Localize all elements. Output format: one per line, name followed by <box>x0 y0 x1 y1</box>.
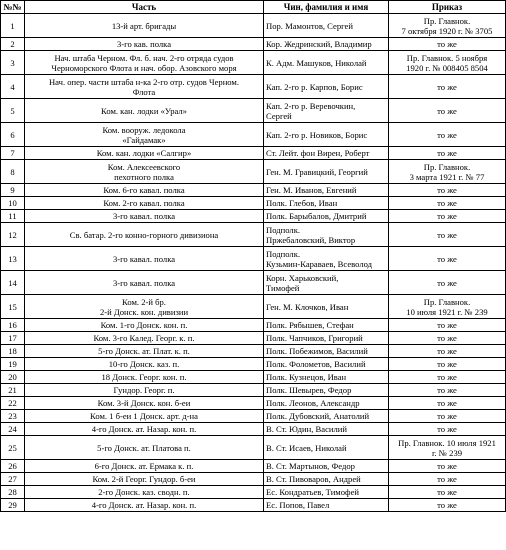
table-row <box>1 332 506 345</box>
table-row <box>1 319 506 332</box>
row-rank-name: Ес. Попов, Павел <box>264 499 389 512</box>
row-rank-name: Корн. Харьковский, Тимофей <box>264 271 389 295</box>
row-unit: Ком. 1-го Донск. кон. п. <box>25 319 264 332</box>
row-number: 15 <box>1 295 25 319</box>
row-order: Пр. Главнок. 10 июля 1921 г. № 239 <box>389 295 506 319</box>
row-rank-name: Кор. Жедринский, Владимир <box>264 38 389 51</box>
row-order: то же <box>389 99 506 123</box>
row-unit: 3-го кав. полка <box>25 38 264 51</box>
row-rank-name: К. Адм. Машуков, Николай <box>264 51 389 75</box>
table-row <box>1 75 506 99</box>
table-row <box>1 410 506 423</box>
row-unit: 2-го Донск. каз. сводн. п. <box>25 486 264 499</box>
row-number: 9 <box>1 184 25 197</box>
row-order: Пр. Главнок. 3 марта 1921 г. № 77 <box>389 160 506 184</box>
row-rank-name: В. Ст. Пивоваров, Андрей <box>264 473 389 486</box>
row-unit: Нач. опер. части штаба н-ка 2-го отр. судов Черном. Флота <box>25 75 264 99</box>
row-order: то же <box>389 332 506 345</box>
row-order: то же <box>389 358 506 371</box>
row-unit: Ком. вооруж. ледокола «Гайдамак» <box>25 123 264 147</box>
row-unit: Ком. 3-го Калед. Георг. к. п. <box>25 332 264 345</box>
row-rank-name: Полк. Побежимов, Василий <box>264 345 389 358</box>
row-order: то же <box>389 75 506 99</box>
row-number: 21 <box>1 384 25 397</box>
row-unit: 6-го Донск. ат. Ермака к. п. <box>25 460 264 473</box>
table-row <box>1 210 506 223</box>
table-row <box>1 271 506 295</box>
row-order: то же <box>389 345 506 358</box>
row-number: 12 <box>1 223 25 247</box>
table-row <box>1 460 506 473</box>
table-row <box>1 99 506 123</box>
row-unit: Ком. 2-й Георг. Гундор. б-еи <box>25 473 264 486</box>
table-row <box>1 223 506 247</box>
table-row <box>1 473 506 486</box>
row-number: 22 <box>1 397 25 410</box>
table-row <box>1 14 506 38</box>
row-number: 4 <box>1 75 25 99</box>
row-number: 10 <box>1 197 25 210</box>
header-row <box>1 1 506 14</box>
row-rank-name: Подполк. Пржебаловский, Виктор <box>264 223 389 247</box>
table-row <box>1 486 506 499</box>
row-rank-name: Полк. Фолометов, Василий <box>264 358 389 371</box>
header-num: №№ <box>1 1 25 14</box>
row-unit: Св. батар. 2-го конно-горного дивизиона <box>25 223 264 247</box>
row-order: то же <box>389 460 506 473</box>
table-row <box>1 384 506 397</box>
row-unit: 18 Донск. Георг. кон. п. <box>25 371 264 384</box>
row-rank-name: Полк. Дубовский, Анатолий <box>264 410 389 423</box>
row-order: то же <box>389 499 506 512</box>
row-order: то же <box>389 410 506 423</box>
row-number: 6 <box>1 123 25 147</box>
row-order: то же <box>389 210 506 223</box>
row-number: 19 <box>1 358 25 371</box>
row-number: 5 <box>1 99 25 123</box>
table-row <box>1 358 506 371</box>
row-rank-name: Полк. Глебов, Иван <box>264 197 389 210</box>
row-rank-name: Кап. 2-го р. Веревочкин, Сергей <box>264 99 389 123</box>
row-rank-name: Ген. М. Иванов, Евгений <box>264 184 389 197</box>
row-unit: 4-го Донск. ат. Назар. кон. п. <box>25 499 264 512</box>
row-unit: Ком. 1 б-еи 1 Донск. арт. д-на <box>25 410 264 423</box>
row-order: то же <box>389 223 506 247</box>
row-unit: 3-го кавал. полка <box>25 210 264 223</box>
row-order: Пр. Главнок. 10 июля 1921 г. № 239 <box>389 436 506 460</box>
row-order: то же <box>389 423 506 436</box>
table-row <box>1 123 506 147</box>
row-number: 29 <box>1 499 25 512</box>
row-rank-name: Ес. Кондратьев, Тимофей <box>264 486 389 499</box>
table-row <box>1 371 506 384</box>
row-number: 23 <box>1 410 25 423</box>
row-unit: 10-го Донск. каз. п. <box>25 358 264 371</box>
row-unit: 4-го Донск. ат. Назар. кон. п. <box>25 423 264 436</box>
row-order: то же <box>389 184 506 197</box>
row-number: 24 <box>1 423 25 436</box>
row-number: 18 <box>1 345 25 358</box>
header-rank: Чин, фамилия и имя <box>264 1 389 14</box>
table-row <box>1 295 506 319</box>
row-order: то же <box>389 371 506 384</box>
row-order: то же <box>389 38 506 51</box>
row-rank-name: В. Ст. Мартынов, Федор <box>264 460 389 473</box>
row-number: 17 <box>1 332 25 345</box>
row-rank-name: Кап. 2-го р. Карпов, Борис <box>264 75 389 99</box>
header-order: Приказ <box>389 1 506 14</box>
table-row <box>1 147 506 160</box>
row-unit: Ком. Алексеевского пехотного полка <box>25 160 264 184</box>
row-unit: Ком. 2-го кавал. полка <box>25 197 264 210</box>
row-order: Пр. Главнок. 5 ноября 1920 г. № 008405 8504 <box>389 51 506 75</box>
row-rank-name: В. Ст. Юдин, Василий <box>264 423 389 436</box>
row-number: 3 <box>1 51 25 75</box>
row-order: Пр. Главнок. 7 октября 1920 г. № 3705 <box>389 14 506 38</box>
row-rank-name: Полк. Кузнецов, Иван <box>264 371 389 384</box>
table-row <box>1 38 506 51</box>
row-number: 11 <box>1 210 25 223</box>
row-number: 16 <box>1 319 25 332</box>
row-rank-name: Кап. 2-го р. Новиков, Борис <box>264 123 389 147</box>
row-unit: Ком. 2-й бр. 2-й Донск. кон. дивизии <box>25 295 264 319</box>
row-unit: Ком. кан. лодки «Урал» <box>25 99 264 123</box>
row-number: 26 <box>1 460 25 473</box>
row-order: то же <box>389 319 506 332</box>
row-unit: 5-го Донск. ат. Платова п. <box>25 436 264 460</box>
row-order: то же <box>389 271 506 295</box>
table-row <box>1 436 506 460</box>
row-unit: Нач. штаба Черном. Фл. б. нач. 2-го отряда судов Черноморского Флота и нач. обор. Азовского моря <box>25 51 264 75</box>
row-unit: 5-го Донск. ат. Плат. к. п. <box>25 345 264 358</box>
table-row <box>1 184 506 197</box>
table-row <box>1 423 506 436</box>
row-rank-name: Ген. М. Гравицкий, Георгий <box>264 160 389 184</box>
row-rank-name: Полк. Леонов, Александр <box>264 397 389 410</box>
table-row <box>1 197 506 210</box>
row-rank-name: Полк. Чапчиков, Григорий <box>264 332 389 345</box>
table-row <box>1 397 506 410</box>
row-unit: 13-й арт. бригады <box>25 14 264 38</box>
row-order: то же <box>389 123 506 147</box>
table-row <box>1 499 506 512</box>
table-row <box>1 345 506 358</box>
row-order: то же <box>389 397 506 410</box>
row-rank-name: Полк. Шевырев, Федор <box>264 384 389 397</box>
row-order: то же <box>389 473 506 486</box>
row-number: 1 <box>1 14 25 38</box>
row-number: 25 <box>1 436 25 460</box>
row-number: 20 <box>1 371 25 384</box>
table-row <box>1 160 506 184</box>
row-unit: Ком. кан. лодки «Салгир» <box>25 147 264 160</box>
row-rank-name: Пор. Мамонтов, Сергей <box>264 14 389 38</box>
row-order: то же <box>389 384 506 397</box>
row-order: то же <box>389 247 506 271</box>
row-rank-name: Ст. Лейт. фон Вирен, Роберт <box>264 147 389 160</box>
row-rank-name: Полк. Барыбалов, Дмитрий <box>264 210 389 223</box>
row-order: то же <box>389 197 506 210</box>
header-unit: Часть <box>25 1 264 14</box>
table-row <box>1 247 506 271</box>
row-rank-name: Подполк. Кузьмин-Караваев, Всеволод <box>264 247 389 271</box>
row-rank-name: В. Ст. Исаев, Николай <box>264 436 389 460</box>
row-number: 2 <box>1 38 25 51</box>
row-number: 14 <box>1 271 25 295</box>
row-number: 7 <box>1 147 25 160</box>
row-unit: Ком. 3-й Донск. кон. б-еи <box>25 397 264 410</box>
table-body <box>1 14 506 512</box>
row-rank-name: Полк. Рябышев, Стефан <box>264 319 389 332</box>
row-unit: 3-го кавал. полка <box>25 271 264 295</box>
row-order: то же <box>389 486 506 499</box>
row-number: 8 <box>1 160 25 184</box>
row-order: то же <box>389 147 506 160</box>
row-unit: Гундор. Георг. п. <box>25 384 264 397</box>
table-row <box>1 51 506 75</box>
row-unit: Ком. 6-го кавал. полка <box>25 184 264 197</box>
row-unit: 3-го кавал. полка <box>25 247 264 271</box>
row-number: 13 <box>1 247 25 271</box>
row-rank-name: Ген. М. Клочков, Иван <box>264 295 389 319</box>
row-number: 28 <box>1 486 25 499</box>
row-number: 27 <box>1 473 25 486</box>
